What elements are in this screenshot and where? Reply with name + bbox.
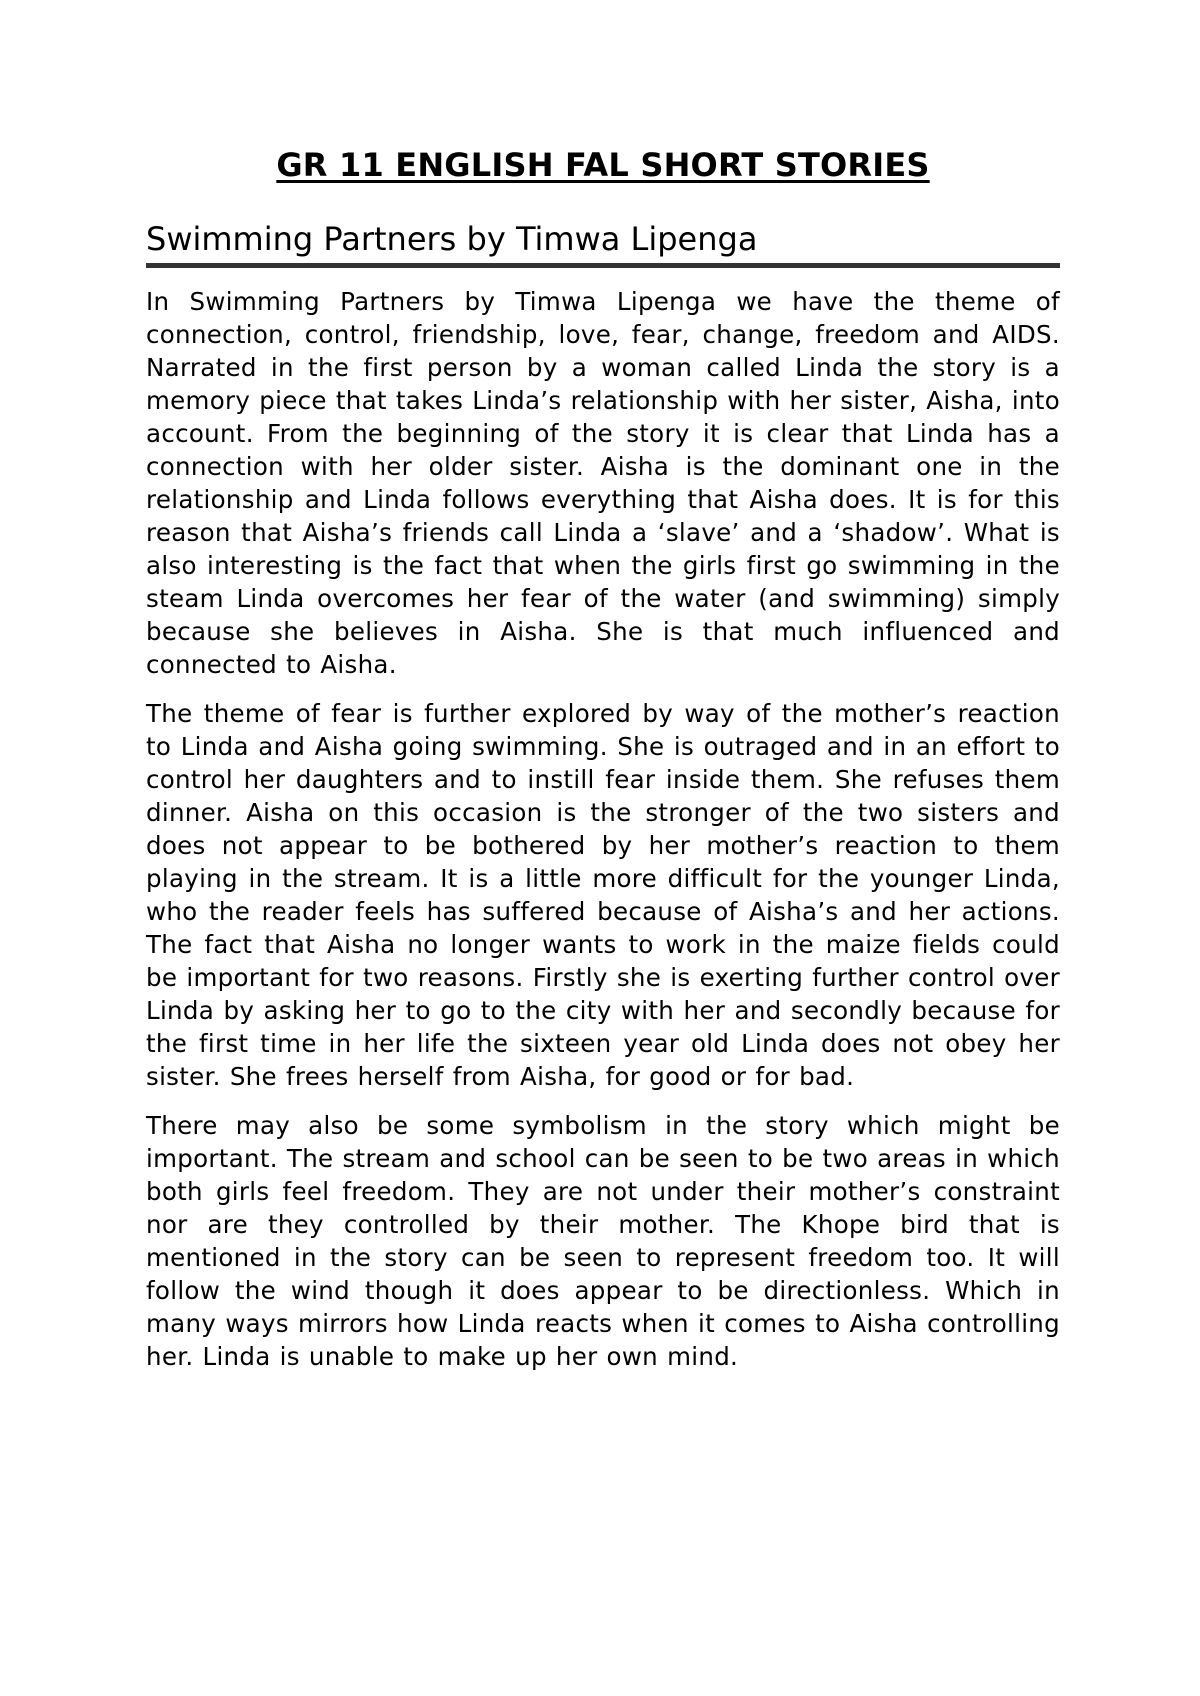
paragraph-3: There may also be some symbolism in the story which might be important. The stream and school can be seen to be two areas in which both girls feel freedom. They are not under their mother’s constraint nor are they controlled by their mother. The Khope bird that is mentioned in the story can be seen to represent freedom too. It will follow the wind though it does appear to be directionless. Which in many ways mirrors how Linda reacts when it comes to Aisha controlling her. Linda is unable to make up her own mind. [146, 1111, 1060, 1371]
document-title: GR 11 ENGLISH FAL SHORT STORIES [276, 146, 930, 184]
paragraph-1: In Swimming Partners by Timwa Lipenga we have the theme of connection, control, friendship, love, fear, change, freedom and AIDS. Narrated in the first person by a woman called Linda the story is a memory piece that takes Linda’s relationship with her sister, Aisha, into account. From the beginning of the story it is clear that Linda has a connection with her older sister. Aisha is the dominant one in the relationship and Linda follows everything that Aisha does. It is for this reason that Aisha’s friends call Linda a ‘slave’ and a ‘shadow’. What is also interesting is the fact that when the girls first go swimming in the steam Linda overcomes her fear of the water (and swimming) simply because she believes in Aisha. She is that much influenced and connected to Aisha. [146, 287, 1060, 679]
paragraph-2: The theme of fear is further explored by way of the mother’s reaction to Linda and Aisha going swimming. She is outraged and in an effort to control her daughters and to instill fear inside them. She refuses them dinner. Aisha on this occasion is the stronger of the two sisters and does not appear to be bothered by her mother’s reaction to them playing in the stream. It is a little more difficult for the younger Linda, who the reader feels has suffered because of Aisha’s and her actions. The fact that Aisha no longer wants to work in the maize fields could be important for two reasons. Firstly she is exerting further control over Linda by asking her to go to the city with her and secondly because for the first time in her life the sixteen year old Linda does not obey her sister. She frees herself from Aisha, for good or for bad. [146, 699, 1060, 1091]
body-text [146, 285, 1060, 1373]
document-page [146, 0, 1060, 1389]
section-heading: Swimming Partners by Timwa Lipenga [146, 217, 1060, 268]
